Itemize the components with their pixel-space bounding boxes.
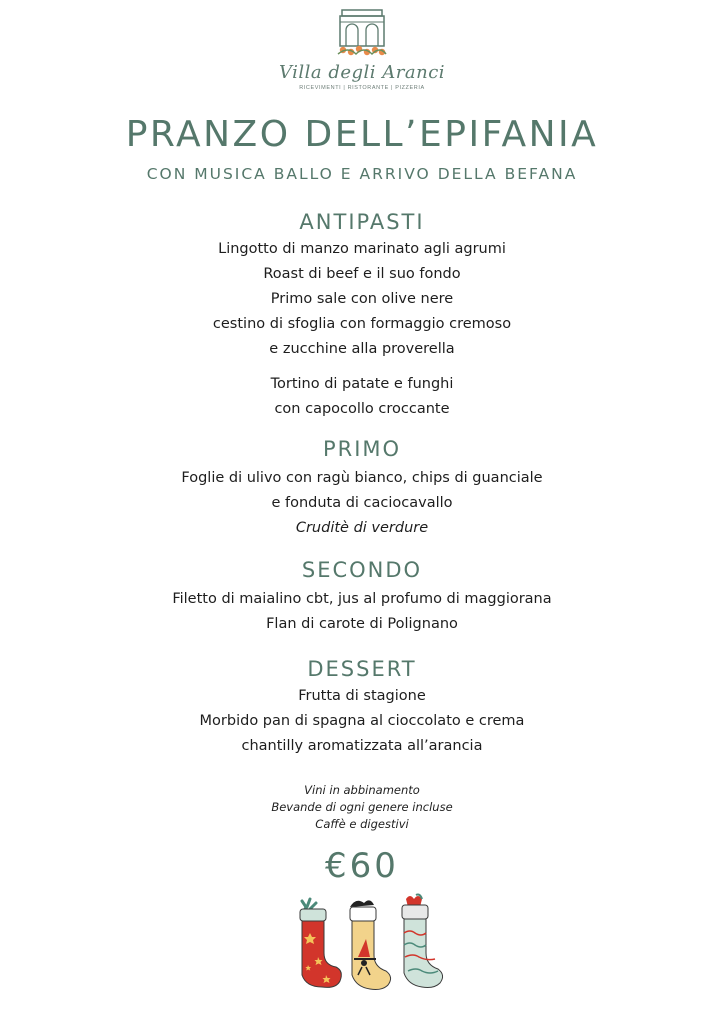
section-heading: DESSERT: [307, 657, 417, 681]
menu-item: e fonduta di caciocavallo: [271, 495, 453, 511]
menu-item: Frutta di stagione: [298, 688, 426, 704]
section-heading: PRIMO: [322, 437, 402, 461]
section-heading: ANTIPASTI: [299, 210, 425, 234]
stockings-decoration: [288, 893, 448, 993]
menu-item: con capocollo croccante: [274, 401, 450, 417]
menu-item: Cruditè di verdure: [295, 520, 429, 536]
note-line: Vini in abbinamento: [304, 783, 420, 797]
menu-item: Primo sale con olive nere: [270, 291, 454, 307]
menu-item: Tortino di patate e funghi: [270, 376, 454, 392]
section-antipasti: [0, 209, 724, 422]
inclusions-notes: [0, 782, 724, 833]
price: €60: [325, 846, 399, 886]
yellow-befana-stocking-icon: [350, 900, 391, 989]
menu-item: Roast di beef e il suo fondo: [263, 266, 461, 282]
page-title: PRANZO DELL’EPIFANIA: [125, 114, 599, 155]
menu-item: chantilly aromatizzata all’arancia: [241, 738, 483, 754]
menu-item: Flan di carote di Polignano: [266, 616, 458, 632]
villa-arch-icon: [332, 8, 392, 60]
note-line: Bevande di ogni genere incluse: [271, 800, 453, 814]
menu-item: Filetto di maialino cbt, jus al profumo di maggiorana: [172, 591, 552, 607]
menu-item: cestino di sfoglia con formaggio cremoso: [212, 316, 512, 332]
logo-text: Villa degli Aranci: [278, 62, 446, 83]
mint-wave-stocking-icon: [402, 895, 443, 988]
menu-item: Lingotto di manzo marinato agli agrumi: [218, 241, 506, 257]
logo-subtitle: RICEVIMENTI | RISTORANTE | PIZZERIA: [299, 85, 425, 91]
menu-item: Foglie di ulivo con ragù bianco, chips di guanciale: [181, 470, 543, 486]
section-primo: [0, 436, 724, 541]
logo: [0, 8, 724, 91]
red-star-stocking-icon: [300, 899, 341, 987]
section-heading: SECONDO: [301, 558, 423, 582]
section-dessert: [0, 656, 724, 759]
note-line: Caffè e digestivi: [315, 817, 409, 831]
page-subtitle: CON MUSICA BALLO E ARRIVO DELLA BEFANA: [146, 165, 578, 183]
menu-item: e zucchine alla proverella: [269, 341, 455, 357]
menu-item: Morbido pan di spagna al cioccolato e crema: [199, 713, 525, 729]
section-secondo: [0, 557, 724, 637]
